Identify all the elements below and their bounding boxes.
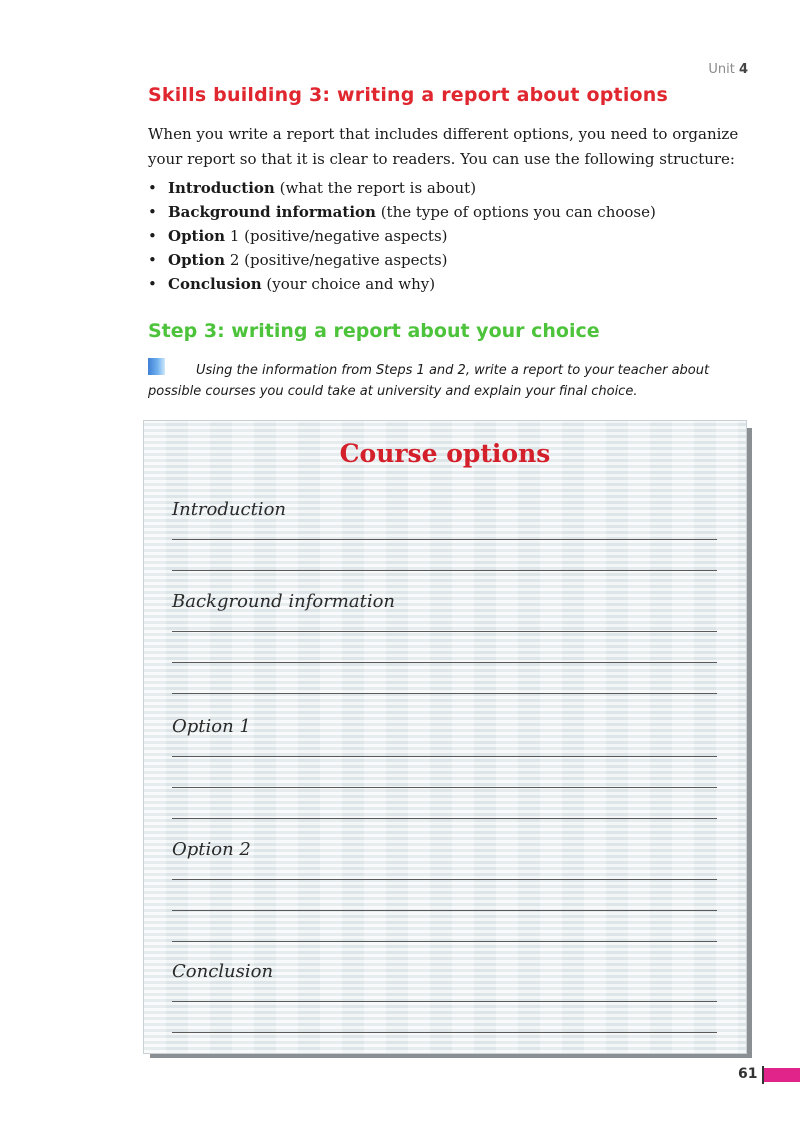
- step3-heading: Step 3: writing a report about your choice: [148, 320, 600, 342]
- writing-line[interactable]: [172, 879, 717, 880]
- task-instructions: Using the information from Steps 1 and 2, write a report to your teacher about possible courses you could take at university and explain your final choice.: [148, 363, 710, 399]
- page-number: 61: [738, 1066, 758, 1082]
- writing-line[interactable]: [172, 756, 717, 757]
- unit-label: Unit 4: [708, 62, 748, 77]
- writing-line[interactable]: [172, 941, 717, 942]
- writing-line[interactable]: [172, 539, 717, 540]
- writing-line[interactable]: [172, 631, 717, 632]
- section-label: Option 1: [172, 716, 251, 737]
- list-item: • Background information (the type of options you can choose): [148, 200, 656, 224]
- writing-line[interactable]: [172, 1032, 717, 1033]
- writing-line[interactable]: [172, 570, 717, 571]
- writing-line[interactable]: [172, 662, 717, 663]
- page-tab: [764, 1068, 800, 1082]
- card-title: Course options: [339, 439, 551, 468]
- section-label: Conclusion: [172, 961, 274, 982]
- section-label: Background information: [172, 591, 396, 612]
- writing-line[interactable]: [172, 787, 717, 788]
- writing-line[interactable]: [172, 693, 717, 694]
- structure-list: [148, 176, 656, 296]
- writing-line[interactable]: [172, 818, 717, 819]
- writing-line[interactable]: [172, 1001, 717, 1002]
- list-item: • Introduction (what the report is about): [148, 176, 656, 200]
- section-label: Introduction: [172, 499, 286, 520]
- report-card: [143, 420, 747, 1054]
- section-label: Option 2: [172, 839, 251, 860]
- skills-heading: Skills building 3: writing a report about options: [148, 84, 669, 106]
- list-item: • Option 1 (positive/negative aspects): [148, 224, 656, 248]
- writing-line[interactable]: [172, 910, 717, 911]
- list-item: • Conclusion (your choice and why): [148, 272, 656, 296]
- list-item: • Option 2 (positive/negative aspects): [148, 248, 656, 272]
- skills-intro: When you write a report that includes different options, you need to organize your report so that it is clear to readers. You can use the following structure:: [148, 125, 739, 168]
